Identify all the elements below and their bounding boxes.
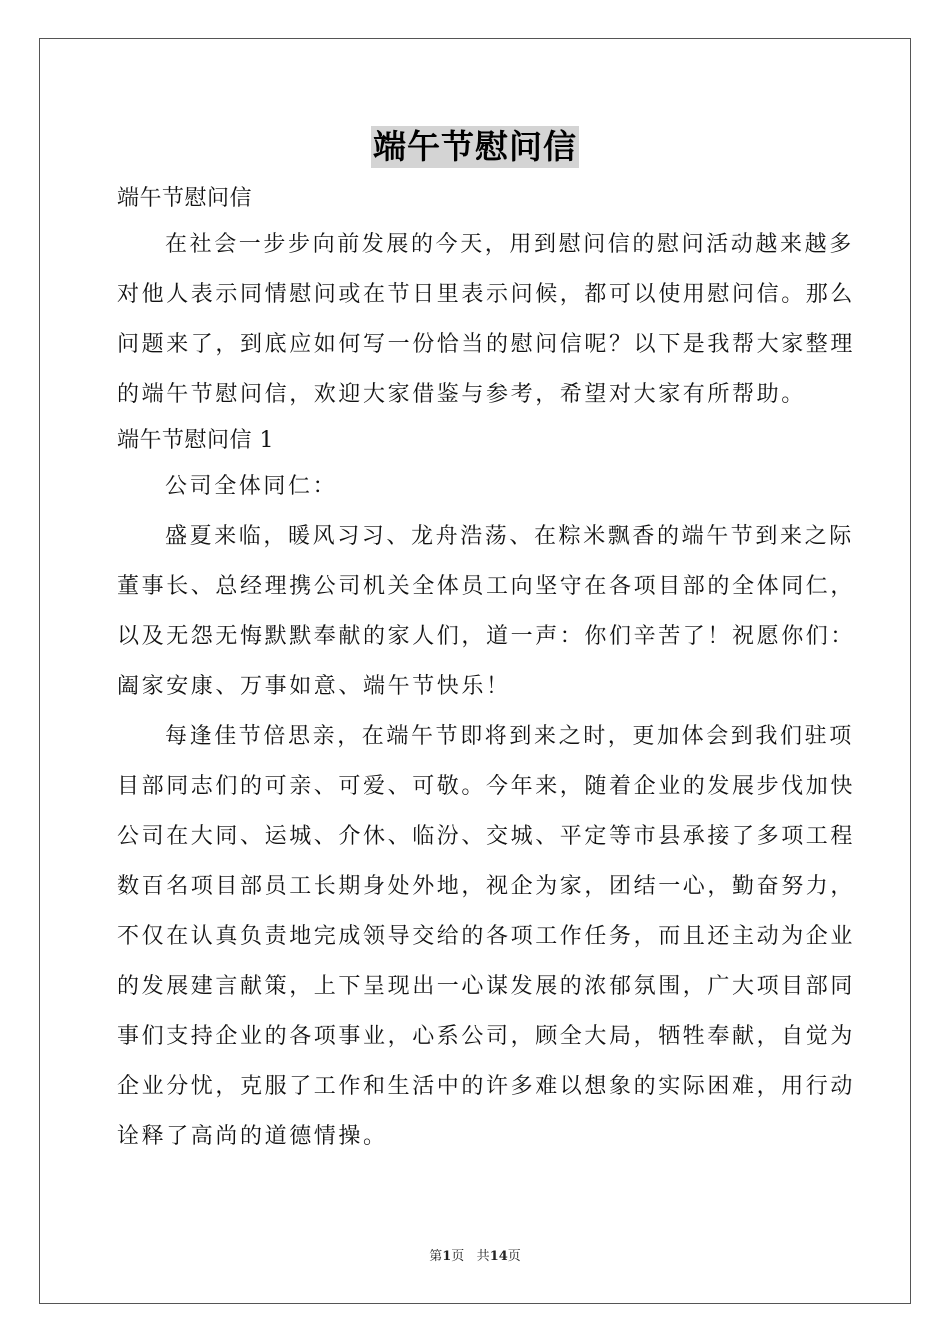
- body-line: 端午节慰问信: [117, 186, 253, 211]
- body-line: 数百名项目部员工长期身处外地，视企为家，团结一心，勤奋努力，: [117, 874, 856, 899]
- body-line: 公司在大同、运城、介休、临汾、交城、平定等市县承接了多项工程: [117, 824, 856, 849]
- body-line: 的发展建言献策，上下呈现出一心谋发展的浓郁氛围，广大项目部同: [117, 974, 856, 999]
- body-line: 阖家安康、万事如意、端午节快乐！: [117, 674, 511, 699]
- total-suffix: 页: [507, 1249, 521, 1264]
- body-line: 诠释了高尚的道德情操。: [117, 1124, 388, 1149]
- total-prefix: 共: [476, 1249, 490, 1264]
- body-line: 目部同志们的可亲、可爱、可敬。今年来，随着企业的发展步伐加快: [117, 774, 856, 799]
- body-line: 事们支持企业的各项事业，心系公司，顾全大局，牺牲奉献，自觉为: [117, 1024, 856, 1049]
- body-line: 对他人表示同情慰问或在节日里表示问候，都可以使用慰问信。那么: [117, 282, 856, 307]
- page-prefix: 第: [429, 1249, 443, 1264]
- title-container: [0, 126, 950, 168]
- body-line: 不仅在认真负责地完成领导交给的各项工作任务，而且还主动为企业: [117, 924, 856, 949]
- body-line: 盛夏来临，暖风习习、龙舟浩荡、在粽米飘香的端午节到来之际: [165, 524, 854, 549]
- body-line: 问题来了，到底应如何写一份恰当的慰问信呢？以下是我帮大家整理: [117, 332, 856, 357]
- page-suffix: 页: [451, 1249, 465, 1264]
- body-line: 企业分忧，克服了工作和生活中的许多难以想象的实际困难，用行动: [117, 1074, 856, 1099]
- body-line: 董事长、总经理携公司机关全体员工向坚守在各项目部的全体同仁，: [117, 574, 856, 599]
- document-title: 端午节慰问信: [373, 127, 577, 166]
- page-number: 1: [442, 1249, 452, 1264]
- document-body: [117, 178, 856, 1162]
- salutation: 公司全体同仁：: [165, 474, 338, 499]
- section-heading: 端午节慰问信 1: [117, 428, 274, 453]
- body-line: 以及无怨无悔默默奉献的家人们，道一声：你们辛苦了！祝愿你们：: [117, 624, 856, 649]
- body-line: 在社会一步步向前发展的今天，用到慰问信的慰问活动越来越多: [165, 232, 854, 257]
- body-line: 每逢佳节倍思亲，在端午节即将到来之时，更加体会到我们驻项: [165, 724, 854, 749]
- body-line: 的端午节慰问信，欢迎大家借鉴与参考，希望对大家有所帮助。: [117, 382, 806, 407]
- total-pages: 14: [489, 1249, 508, 1264]
- page-footer: [0, 1248, 950, 1266]
